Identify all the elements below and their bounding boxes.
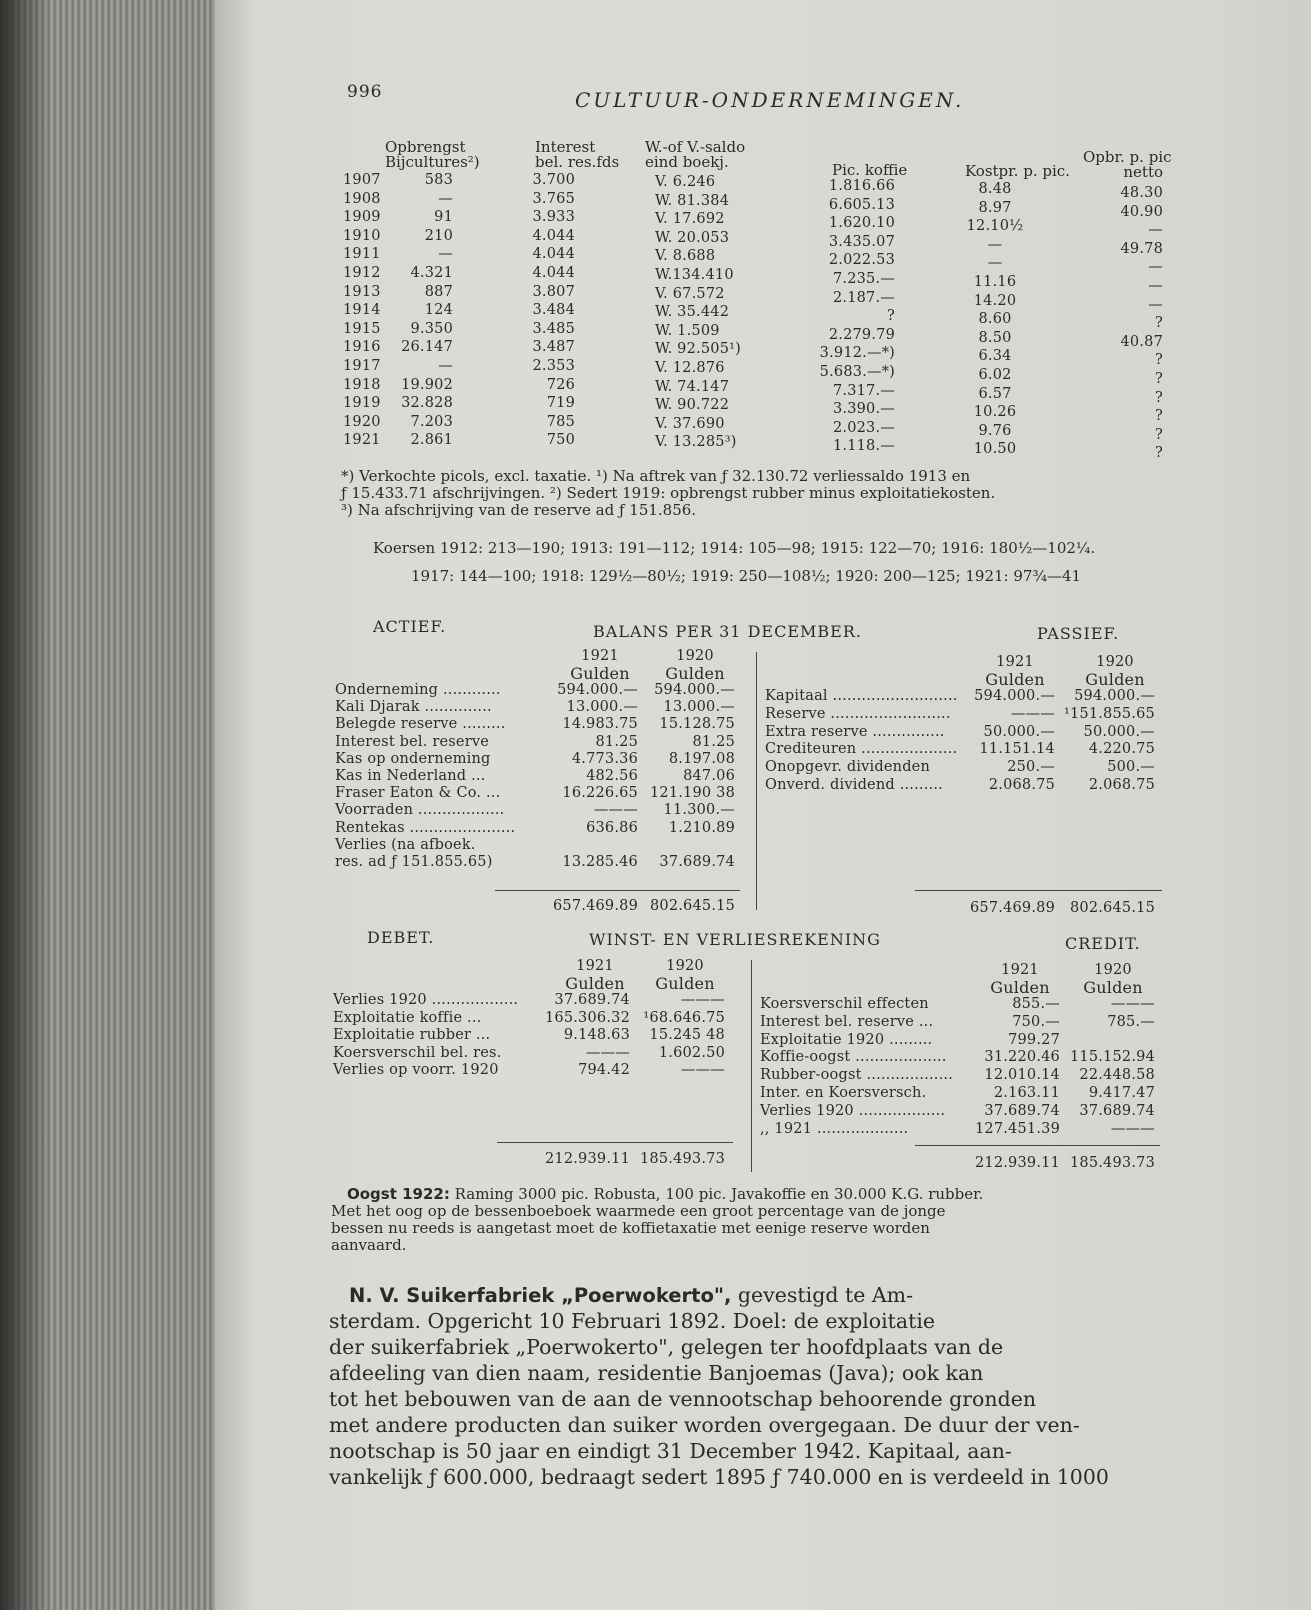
table-cell-bijcultures: 19.902 xyxy=(401,376,453,393)
table-cell-opbrengst: 40.90 xyxy=(1120,203,1163,220)
actief-row-label: Fraser Eaton & Co. ... xyxy=(335,785,501,802)
table-cell-kostprijs: 14.20 xyxy=(973,292,1017,309)
table-cell-interest: 719 xyxy=(546,395,575,412)
debet-row-label: Verlies op voorr. 1920 xyxy=(333,1062,499,1078)
col-header-interest: Interest bel. res.fds xyxy=(535,138,620,171)
debet-unit-1921: Gulden xyxy=(565,974,625,993)
debet-row-label: Exploitatie rubber ... xyxy=(333,1027,491,1043)
actief-row-label: Onderneming ............ xyxy=(335,682,501,698)
table-cell-pic-koffie: 2.279.79 xyxy=(828,326,895,343)
credit-total-rule xyxy=(915,1145,1160,1146)
actief-unit-1921: Gulden xyxy=(570,664,630,683)
table-cell-interest: 3.807 xyxy=(532,283,575,300)
table-cell-bijcultures: 583 xyxy=(424,172,453,188)
table-cell-opbrengst: 48.30 xyxy=(1120,185,1163,201)
passief-unit-1920: Gulden xyxy=(1085,670,1145,689)
table-cell-pic-koffie: ? xyxy=(887,308,895,325)
table-cell-bijcultures: 4.321 xyxy=(410,265,453,281)
debet-row-1921: 165.306.32 xyxy=(544,1009,630,1026)
actief-row-label: Interest bel. reserve xyxy=(335,733,490,750)
passief-row-1920: 50.000.— xyxy=(1083,723,1155,740)
table-cell-year: 1908 xyxy=(343,190,381,207)
table-cell-kostprijs: — xyxy=(987,255,1003,272)
profit-loss-divider xyxy=(751,960,752,1172)
passief-row-1921: ——— xyxy=(1010,705,1055,722)
table-cell-opbrengst: 49.78 xyxy=(1120,240,1163,257)
table-cell-pic-koffie: 5.683.—*) xyxy=(819,364,895,380)
company-line: afdeeling van dien naam, residentie Banjoemas (Java); ook kan xyxy=(329,1361,984,1385)
actief-row-1921: 482.56 xyxy=(586,768,638,784)
credit-row-1921: 855.— xyxy=(1012,996,1060,1012)
actief-row-1920: 121.190 38 xyxy=(649,785,735,802)
table-cell-bijcultures: 32.828 xyxy=(401,395,453,412)
credit-row-1921: 127.451.39 xyxy=(974,1120,1060,1137)
passief-total-rule xyxy=(915,890,1162,891)
table-cell-opbrengst: ? xyxy=(1155,408,1163,425)
actief-row-label: Rentekas ...................... xyxy=(335,819,516,836)
table-cell-pic-koffie: 2.023.— xyxy=(832,419,895,436)
debet-row-label: Koersverschil bel. res. xyxy=(333,1044,502,1061)
passief-row-1921: 594.000.— xyxy=(974,688,1055,704)
debet-row-1921: ——— xyxy=(585,1044,630,1061)
actief-title: ACTIEF. xyxy=(373,617,447,636)
table-cell-pic-koffie: 1.620.10 xyxy=(828,215,895,232)
table-cell-saldo: W. 35.442 xyxy=(655,304,730,321)
credit-row-1921: 37.689.74 xyxy=(984,1102,1060,1119)
table-cell-kostprijs: 6.34 xyxy=(978,348,1012,365)
table-cell-interest: 785 xyxy=(546,413,575,430)
actief-row-1921: 594.000.— xyxy=(557,682,638,698)
table-cell-pic-koffie: 1.816.66 xyxy=(828,178,895,194)
credit-row-label: Exploitatie 1920 ......... xyxy=(760,1031,933,1048)
passief-year-1920: 1920 xyxy=(1096,654,1134,670)
credit-row-1921: 799.27 xyxy=(1008,1031,1060,1048)
credit-row-1920: 22.448.58 xyxy=(1079,1067,1155,1084)
actief-row-label: Belegde reserve ......... xyxy=(335,716,506,733)
table-cell-kostprijs: 11.16 xyxy=(973,274,1017,290)
actief-row-1920: 1.210.89 xyxy=(668,819,735,836)
actief-total-1920: 802.645.15 xyxy=(649,898,735,914)
oogst-line: Met het oog op de bessenboeboek waarmede een groot percentage van de jonge xyxy=(331,1202,946,1220)
passief-row-label: Crediteuren .................... xyxy=(765,741,958,758)
debet-row-1921: 794.42 xyxy=(578,1062,630,1078)
actief-row-1921: ——— xyxy=(593,802,638,819)
book-spine-shadow xyxy=(0,0,50,1610)
koersen-line: 1917: 144—100; 1918: 129½—80½; 1919: 250—108½; 1920: 200—125; 1921: 97¾—41 xyxy=(411,567,1082,585)
credit-row-1921: 2.163.11 xyxy=(993,1085,1060,1101)
table-cell-bijcultures: 9.350 xyxy=(410,320,453,337)
page-number: 996 xyxy=(347,82,383,102)
debet-total-rule xyxy=(497,1142,733,1143)
oogst-line: aanvaard. xyxy=(331,1236,407,1254)
company-line: vankelijk ƒ 600.000, bedraagt sedert 1895 ƒ 740.000 en is verdeeld in 1000 xyxy=(329,1465,1109,1489)
debet-total-1921: 212.939.11 xyxy=(544,1151,630,1167)
table-cell-saldo: W. 81.384 xyxy=(655,192,730,209)
oogst-lead: Oogst 1922: xyxy=(347,1185,450,1203)
table-cell-saldo: W. 74.147 xyxy=(655,378,730,395)
table-cell-year: 1920 xyxy=(343,413,381,430)
actief-row-1920: 8.197.08 xyxy=(668,750,735,767)
actief-row-1920: 37.689.74 xyxy=(659,854,735,870)
table-cell-bijcultures: — xyxy=(438,358,453,374)
col-header-pic-koffie: Pic. koffie xyxy=(832,161,908,179)
passief-row-label: Onverd. dividend ......... xyxy=(765,777,943,793)
table-cell-year: 1913 xyxy=(343,283,381,300)
credit-row-label: Koersverschil effecten xyxy=(760,996,929,1012)
actief-row-1921: 13.000.— xyxy=(566,699,638,716)
company-line: tot het bebouwen van de aan de vennootschap behoorende gronden xyxy=(329,1387,1037,1411)
debet-row-1920: 15.245 48 xyxy=(649,1027,725,1043)
table-cell-bijcultures: 7.203 xyxy=(410,413,453,430)
company-line: N. V. Suikerfabriek „Poerwokerto", gevestigd te Am- xyxy=(349,1283,914,1307)
table-cell-kostprijs: 8.60 xyxy=(978,311,1012,328)
table-cell-kostprijs: 10.26 xyxy=(973,404,1017,421)
actief-row-1920: 594.000.— xyxy=(654,682,735,698)
actief-row-1920: 13.000.— xyxy=(663,699,735,716)
actief-row-label: Kali Djarak .............. xyxy=(335,699,492,716)
debet-total-1920: 185.493.73 xyxy=(639,1151,725,1167)
table-cell-opbrengst: 40.87 xyxy=(1120,333,1163,350)
actief-row-label: Kas in Nederland ... xyxy=(335,768,486,784)
passief-row-1921: 11.151.14 xyxy=(979,741,1055,758)
table-cell-opbrengst: — xyxy=(1148,222,1163,239)
company-line: sterdam. Opgericht 10 Februari 1892. Doel: de exploitatie xyxy=(329,1309,936,1333)
profit-loss-title: WINST- EN VERLIESREKENING xyxy=(589,930,881,949)
actief-row-1921: 4.773.36 xyxy=(571,750,638,767)
table-cell-interest: 3.700 xyxy=(532,172,575,188)
table-cell-kostprijs: 6.57 xyxy=(978,385,1012,402)
table-cell-saldo: W. 90.722 xyxy=(655,397,730,414)
passief-total-1920: 802.645.15 xyxy=(1069,900,1155,916)
balance-divider xyxy=(756,652,757,910)
table-cell-opbrengst: ? xyxy=(1155,445,1163,462)
actief-row-1920: 15.128.75 xyxy=(659,716,735,733)
footnote-line: ƒ 15.433.71 afschrijvingen. ²) Sedert 1919: opbrengst rubber minus exploitatiekosten. xyxy=(341,484,996,502)
debet-row-1920: ——— xyxy=(680,1062,725,1078)
table-cell-interest: 4.044 xyxy=(532,227,575,244)
table-cell-bijcultures: 124 xyxy=(424,302,453,319)
debet-unit-1920: Gulden xyxy=(655,974,715,993)
debet-row-1920: ¹68.646.75 xyxy=(643,1009,725,1026)
table-cell-kostprijs: — xyxy=(987,236,1003,253)
credit-row-1921: 31.220.46 xyxy=(984,1049,1060,1066)
table-cell-kostprijs: 10.50 xyxy=(973,441,1017,458)
actief-row-label: Verlies (na afboek. xyxy=(335,836,476,853)
actief-total-rule xyxy=(495,890,740,891)
actief-row-1921: 13.285.46 xyxy=(562,854,638,870)
passief-row-1921: 250.— xyxy=(1007,759,1055,776)
col-header-kostprijs: Kostpr. p. pic. xyxy=(965,162,1070,180)
table-cell-year: 1907 xyxy=(343,172,381,188)
debet-year-1920: 1920 xyxy=(666,958,704,974)
table-cell-year: 1921 xyxy=(343,432,381,449)
company-name: N. V. Suikerfabriek „Poerwokerto", xyxy=(349,1284,732,1307)
table-cell-opbrengst: ? xyxy=(1155,352,1163,369)
debet-row-label: Verlies 1920 .................. xyxy=(333,992,519,1008)
table-cell-opbrengst: — xyxy=(1148,259,1163,276)
actief-year-1921: 1921 xyxy=(581,648,619,664)
table-cell-year: 1916 xyxy=(343,339,381,356)
credit-unit-1920: Gulden xyxy=(1083,978,1143,997)
koersen-line: Koersen 1912: 213—190; 1913: 191—112; 1914: 105—98; 1915: 122—70; 1916: 180½—102¼. xyxy=(373,539,1096,557)
table-cell-saldo: W. 1.509 xyxy=(655,322,720,339)
table-cell-saldo: W.134.410 xyxy=(655,267,734,283)
table-cell-pic-koffie: 1.118.— xyxy=(832,438,895,455)
table-cell-year: 1914 xyxy=(343,302,381,319)
credit-row-label: Inter. en Koersversch. xyxy=(760,1085,927,1101)
table-cell-saldo: V. 13.285³) xyxy=(655,434,737,451)
table-cell-pic-koffie: 6.605.13 xyxy=(828,196,895,213)
passief-row-1920: 2.068.75 xyxy=(1088,777,1155,793)
credit-row-1920: 785.— xyxy=(1107,1013,1155,1030)
col-header-saldo: W.-of V.-saldo eind boekj. xyxy=(645,138,746,171)
oogst-line: bessen nu reeds is aangetast moet de koffietaxatie met eenige reserve worden xyxy=(331,1219,930,1237)
passief-title: PASSIEF. xyxy=(1037,624,1120,643)
table-cell-saldo: V. 8.688 xyxy=(655,248,716,265)
table-cell-saldo: V. 6.246 xyxy=(655,174,716,190)
table-cell-bijcultures: 210 xyxy=(424,227,453,244)
actief-row-1921: 14.983.75 xyxy=(562,716,638,733)
actief-row-1920: 847.06 xyxy=(683,768,735,784)
passief-row-1921: 50.000.— xyxy=(983,723,1055,740)
credit-row-label: Koffie-oogst ................... xyxy=(760,1049,947,1066)
table-cell-pic-koffie: 3.912.—*) xyxy=(819,345,895,362)
table-cell-interest: 4.044 xyxy=(532,246,575,263)
debet-row-1920: ——— xyxy=(680,992,725,1008)
table-cell-year: 1918 xyxy=(343,376,381,393)
credit-year-1921: 1921 xyxy=(1001,962,1039,978)
passief-row-label: Reserve ......................... xyxy=(765,705,951,722)
table-cell-year: 1917 xyxy=(343,358,381,374)
passief-row-label: Onopgevr. dividenden xyxy=(765,759,931,776)
credit-row-1920: 115.152.94 xyxy=(1069,1049,1155,1066)
table-cell-interest: 3.484 xyxy=(532,302,575,319)
passief-row-1920: 4.220.75 xyxy=(1088,741,1155,758)
table-cell-kostprijs: 8.97 xyxy=(978,199,1012,216)
table-cell-bijcultures: 2.861 xyxy=(410,432,453,449)
table-cell-pic-koffie: 2.022.53 xyxy=(828,252,895,269)
credit-row-1920: ——— xyxy=(1110,996,1155,1012)
table-cell-interest: 4.044 xyxy=(532,265,575,281)
running-title: CULTUUR-ONDERNEMINGEN. xyxy=(575,88,965,112)
passief-row-1920: 500.— xyxy=(1107,759,1155,776)
actief-row-label: Kas op onderneming xyxy=(335,750,491,767)
company-line: nootschap is 50 jaar en eindigt 31 December 1942. Kapitaal, aan- xyxy=(329,1439,1012,1463)
debet-row-1921: 9.148.63 xyxy=(563,1027,630,1043)
table-cell-bijcultures: — xyxy=(438,246,453,263)
table-cell-saldo: V. 37.690 xyxy=(655,415,725,432)
table-cell-bijcultures: 887 xyxy=(424,283,453,300)
actief-row-1921: 16.226.65 xyxy=(562,785,638,802)
credit-total-1921: 212.939.11 xyxy=(974,1155,1060,1171)
table-cell-interest: 3.765 xyxy=(532,190,575,207)
table-cell-interest: 3.485 xyxy=(532,320,575,337)
table-cell-kostprijs: 6.02 xyxy=(978,367,1012,383)
table-cell-year: 1919 xyxy=(343,395,381,412)
table-cell-pic-koffie: 3.390.— xyxy=(832,401,895,418)
col-header-bijcultures: Opbrengst Bijcultures²) xyxy=(385,138,480,171)
table-cell-interest: 750 xyxy=(546,432,575,449)
credit-total-1920: 185.493.73 xyxy=(1069,1155,1155,1171)
passief-row-1920: ¹151.855.65 xyxy=(1063,705,1155,722)
credit-title: CREDIT. xyxy=(1065,934,1141,953)
table-cell-interest: 3.933 xyxy=(532,209,575,226)
table-cell-pic-koffie: 3.435.07 xyxy=(828,233,895,250)
passief-row-1920: 594.000.— xyxy=(1074,688,1155,704)
passief-row-label: Extra reserve ............... xyxy=(765,723,945,740)
company-line: der suikerfabriek „Poerwokerto", gelegen ter hoofdplaats van de xyxy=(329,1335,1004,1359)
table-cell-kostprijs: 8.50 xyxy=(978,329,1012,346)
table-cell-saldo: V. 67.572 xyxy=(655,285,725,302)
credit-unit-1921: Gulden xyxy=(990,978,1050,997)
credit-row-1920: ——— xyxy=(1110,1120,1155,1137)
table-cell-kostprijs: 8.48 xyxy=(978,181,1012,197)
credit-year-1920: 1920 xyxy=(1094,962,1132,978)
debet-row-label: Exploitatie koffie ... xyxy=(333,1009,482,1026)
table-cell-pic-koffie: 2.187.— xyxy=(832,289,895,306)
col-header-opbrengst: Opbr. p. pic netto xyxy=(1083,148,1172,181)
footnote-line: ³) Na afschrijving van de reserve ad ƒ 151.856. xyxy=(341,501,697,519)
debet-row-1921: 37.689.74 xyxy=(554,992,630,1008)
book-page xyxy=(215,0,1311,1610)
table-cell-interest: 726 xyxy=(546,376,575,393)
actief-row-1921: 636.86 xyxy=(586,819,638,836)
table-cell-saldo: V. 17.692 xyxy=(655,211,725,228)
passief-total-1921: 657.469.89 xyxy=(969,900,1055,916)
table-cell-pic-koffie: 7.317.— xyxy=(832,382,895,399)
table-cell-year: 1910 xyxy=(343,227,381,244)
credit-row-1921: 750.— xyxy=(1012,1013,1060,1030)
table-cell-opbrengst: ? xyxy=(1155,315,1163,332)
passief-unit-1921: Gulden xyxy=(985,670,1045,689)
table-cell-interest: 3.487 xyxy=(532,339,575,356)
credit-row-1920: 37.689.74 xyxy=(1079,1102,1155,1119)
table-cell-interest: 2.353 xyxy=(532,358,575,374)
credit-row-label: Rubber-oogst .................. xyxy=(760,1067,954,1084)
debet-title: DEBET. xyxy=(367,928,435,947)
table-cell-bijcultures: 91 xyxy=(434,209,453,226)
actief-row-1920: 81.25 xyxy=(692,733,735,750)
credit-row-label: Verlies 1920 .................. xyxy=(760,1102,946,1119)
actief-row-1920: 11.300.— xyxy=(663,802,735,819)
table-cell-year: 1912 xyxy=(343,265,381,281)
table-cell-bijcultures: 26.147 xyxy=(401,339,453,356)
table-cell-year: 1915 xyxy=(343,320,381,337)
actief-row-1921: 81.25 xyxy=(595,733,638,750)
table-cell-opbrengst: ? xyxy=(1155,389,1163,406)
table-cell-kostprijs: 12.10½ xyxy=(966,218,1024,235)
table-cell-pic-koffie: 7.235.— xyxy=(832,271,895,287)
table-cell-opbrengst: — xyxy=(1148,278,1163,294)
credit-row-label: ,, 1921 ................... xyxy=(760,1120,909,1137)
table-cell-saldo: W. 92.505¹) xyxy=(655,341,741,358)
debet-year-1921: 1921 xyxy=(576,958,614,974)
passief-row-label: Kapitaal .......................... xyxy=(765,688,958,704)
table-cell-opbrengst: — xyxy=(1148,296,1163,313)
oogst-line: Oogst 1922: Raming 3000 pic. Robusta, 100 pic. Javakoffie en 30.000 K.G. rubber. xyxy=(347,1185,984,1203)
table-cell-opbrengst: ? xyxy=(1155,371,1163,387)
balance-title: BALANS PER 31 DECEMBER. xyxy=(593,622,862,641)
footnote-line: *) Verkochte picols, excl. taxatie. ¹) Na aftrek van ƒ 32.130.72 verliessaldo 1913 en xyxy=(341,467,971,485)
actief-year-1920: 1920 xyxy=(676,648,714,664)
actief-total-1921: 657.469.89 xyxy=(552,898,638,914)
credit-row-1921: 12.010.14 xyxy=(984,1067,1060,1084)
passief-year-1921: 1921 xyxy=(996,654,1034,670)
table-cell-year: 1911 xyxy=(343,246,381,263)
debet-row-1920: 1.602.50 xyxy=(658,1044,725,1061)
table-cell-kostprijs: 9.76 xyxy=(978,422,1012,439)
table-cell-bijcultures: — xyxy=(438,190,453,207)
actief-row-label: Voorraden .................. xyxy=(335,802,505,819)
credit-row-label: Interest bel. reserve ... xyxy=(760,1013,934,1030)
actief-row-label: res. ad ƒ 151.855.65) xyxy=(335,854,493,870)
passief-row-1921: 2.068.75 xyxy=(988,777,1055,793)
actief-unit-1920: Gulden xyxy=(665,664,725,683)
table-cell-saldo: V. 12.876 xyxy=(655,360,725,376)
table-cell-opbrengst: ? xyxy=(1155,426,1163,443)
company-line: met andere producten dan suiker worden overgegaan. De duur der ven- xyxy=(329,1413,1080,1437)
credit-row-1920: 9.417.47 xyxy=(1088,1085,1155,1101)
table-cell-year: 1909 xyxy=(343,209,381,226)
table-cell-saldo: W. 20.053 xyxy=(655,229,730,246)
